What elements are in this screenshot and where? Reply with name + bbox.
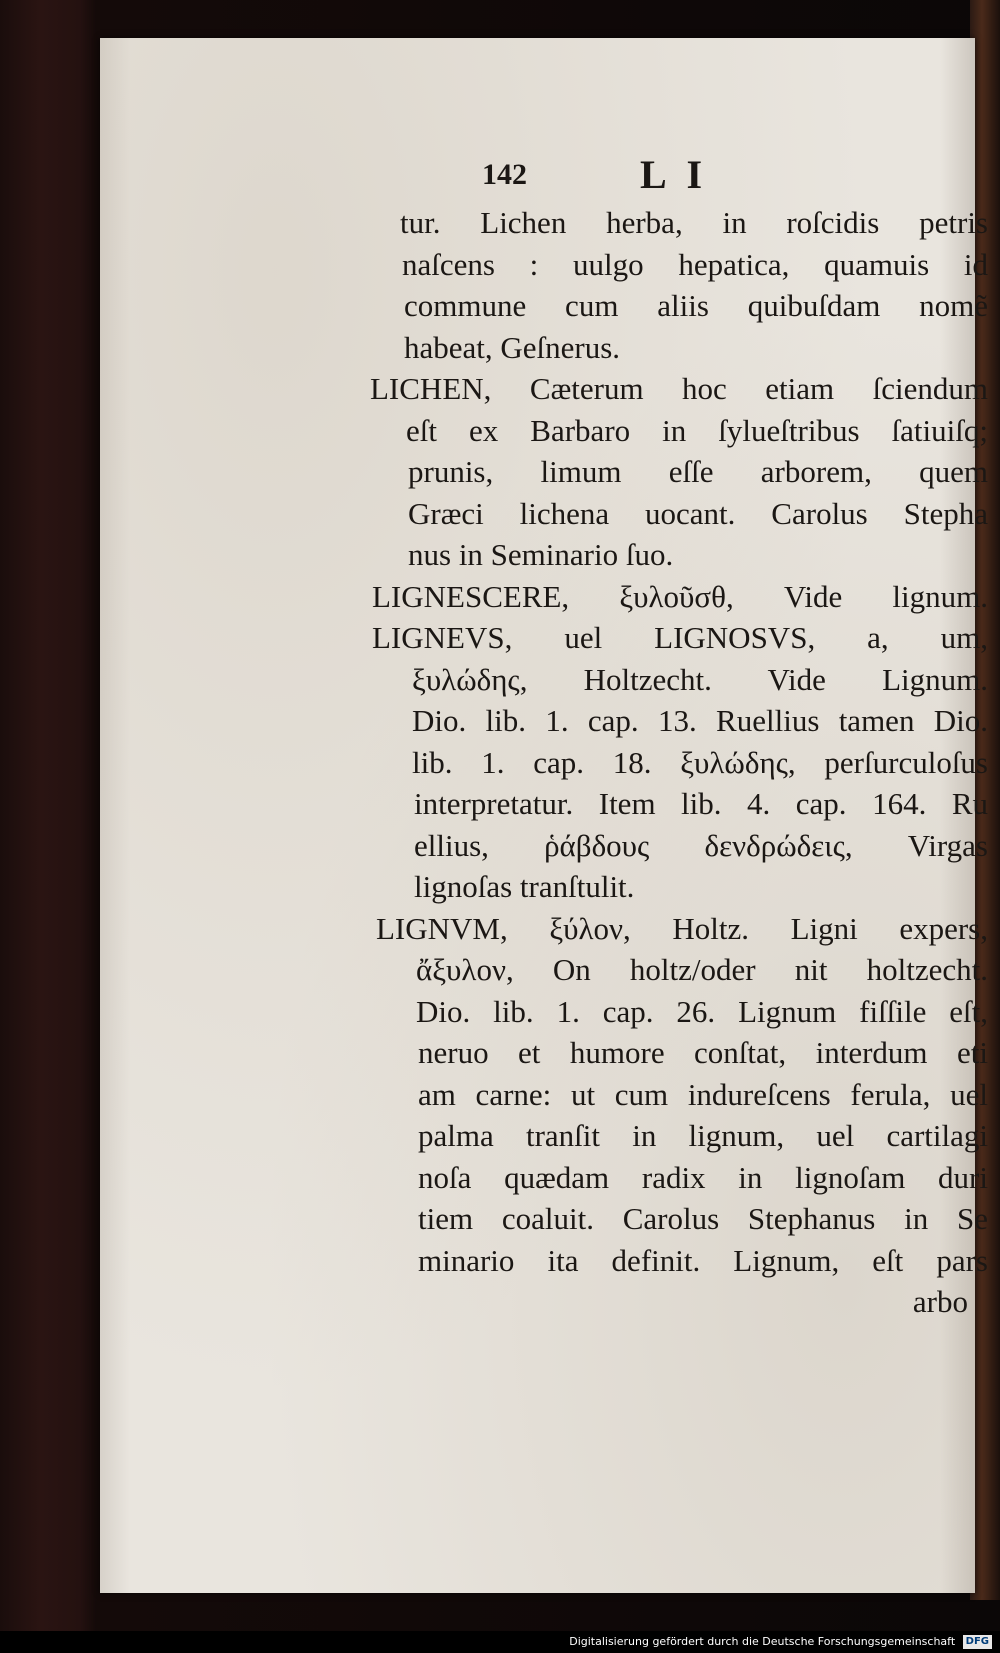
entry-heading-line: LIGNESCERE, ξυλοῦσθ, Vide lignum. (372, 578, 988, 614)
text-line: lib. 1. cap. 18. ξυλώδης, perſurculoſus (412, 744, 988, 780)
text-line: minario ita definit. Lignum, eſt pars (418, 1242, 988, 1278)
text-line: nus in Seminario ſuo. (408, 537, 674, 572)
text-line: noſa quædam radix in lignoſam duri (418, 1159, 988, 1195)
text-line: lignoſas tranſtulit. (414, 869, 635, 904)
text-line: ξυλώδης, Holtzecht. Vide Lignum. (412, 661, 988, 697)
text-line: Dio. lib. 1. cap. 26. Lignum fiſſile eſt, (416, 993, 988, 1029)
text-line: eſt ex Barbaro in ſylueſtribus ſatiuiſq; (406, 412, 988, 448)
text-line: am carne: ut cum indureſcens ferula, uel (418, 1076, 988, 1112)
digitization-credit-footer (0, 1631, 1000, 1653)
text-line: commune cum aliis quibuſdam nomẽ (404, 288, 988, 323)
text-line: palma tranſit in lignum, uel cartilagi (418, 1118, 988, 1153)
entry-heading-line: LIGNVM, ξύλον, Holtz. Ligni expers, (376, 910, 988, 946)
text-line: tur. Lichen herba, in roſcidis petris (400, 205, 988, 240)
text-line: interpretatur. Item lib. 4. cap. 164. Ru (414, 786, 988, 821)
running-head (400, 148, 988, 202)
text-block (370, 148, 988, 1323)
text-line: tiem coaluit. Carolus Stephanus in Se (418, 1201, 988, 1236)
text-line: neruo et humore conſtat, interdum eti (418, 1035, 988, 1070)
page-number: 142 (482, 158, 527, 191)
entry-heading-line: LIGNEVS, uel LIGNOSVS, a, um, (372, 620, 988, 655)
footer-credit-text: Digitalisierung gefördert durch die Deutsche Forschungsgemeinschaft (569, 1635, 956, 1648)
catchword: arbo (912, 1284, 968, 1319)
text-line: ἄξυλον, On holtz/oder nit holtzecht. (416, 952, 988, 987)
dfg-logo: DFG (963, 1635, 992, 1649)
text-line: habeat, Geſnerus. (404, 329, 621, 365)
book-page (100, 38, 988, 1593)
text-line: naſcens : uulgo hepatica, quamuis id (402, 246, 988, 282)
running-title: L I (640, 152, 709, 197)
text-line: Dio. lib. 1. cap. 13. Ruellius tamen Dio. (412, 703, 988, 738)
text-line: Græci lichena uocant. Carolus Stepha (408, 495, 988, 531)
text-line: prunis, limum eſſe arborem, quem (408, 454, 988, 489)
entry-heading-line: LICHEN, Cæterum hoc etiam ſciendum (370, 371, 988, 406)
text-line: ellius, ῥάβδους δενδρώδεις, Virgas (414, 827, 988, 863)
